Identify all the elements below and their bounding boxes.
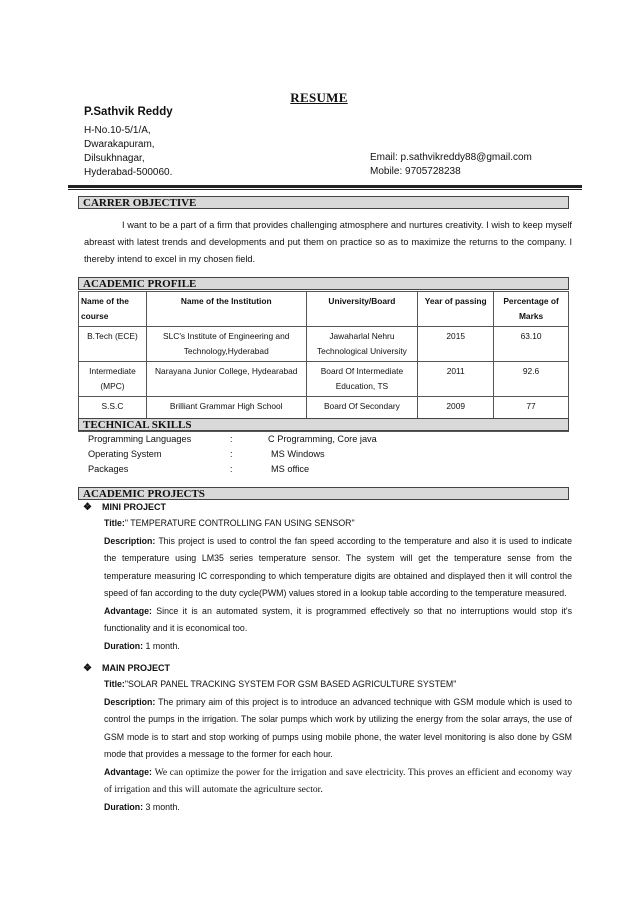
skill-value: MS office	[271, 464, 310, 474]
table-cell: Brilliant Grammar High School	[146, 397, 306, 432]
skill-value: C Programming, Core java	[268, 434, 377, 444]
header-divider	[68, 185, 582, 188]
main-project-title	[104, 676, 572, 694]
mini-project-title	[104, 515, 572, 533]
duration-label: Duration:	[104, 801, 144, 812]
title-label: Title:	[104, 518, 125, 528]
duration-label: Duration:	[104, 640, 144, 651]
skill-separator: :	[230, 434, 233, 444]
table-row	[79, 327, 569, 362]
skill-label: Programming Languages	[88, 434, 192, 444]
table-cell: B.Tech (ECE)	[79, 327, 147, 362]
duration-text: 3 month.	[145, 801, 180, 812]
description-label: Description:	[104, 535, 156, 546]
diamond-bullet-icon: ❖	[83, 502, 92, 513]
title-text: " TEMPERATURE CONTROLLING FAN USING SENSOR"	[124, 518, 355, 528]
skill-label: Packages	[88, 464, 129, 474]
table-header-row	[79, 292, 569, 327]
section-heading-academic: ACADEMIC PROFILE	[78, 277, 569, 290]
advantage-text: Since it is an automated system, it is programmed effectively so that no interruptions would stop it's functionality and it is economical too.	[104, 605, 573, 633]
column-header: University/Board	[306, 292, 418, 327]
diamond-bullet-icon: ❖	[83, 663, 92, 674]
table-cell: Jawaharlal Nehru Technological University	[306, 327, 418, 362]
address-line: H-No.10-5/1/A,	[84, 125, 151, 136]
objective-text: I want to be a part of a firm that provides challenging atmosphere and nurtures creativity. I wish to keep myself abreast with latest trends and developments and put them on practice so as to maximize the returns to the company. I thereby intend to excel in my chosen field.	[84, 220, 572, 264]
main-project-body	[104, 676, 572, 816]
academic-table	[78, 291, 569, 432]
table-cell: SLC's Institute of Engineering and Technology,Hyderabad	[146, 327, 306, 362]
mini-project-description	[104, 533, 572, 603]
resume-title: RESUME	[290, 90, 348, 105]
main-project-label: MAIN PROJECT	[101, 663, 170, 673]
address-line: Dwarakapuram,	[84, 139, 155, 150]
header-divider-thin	[68, 189, 582, 190]
address-line: Dilsukhnagar,	[84, 153, 145, 164]
table-cell: Narayana Junior College, Hydearabad	[146, 362, 306, 397]
description-text: This project is used to control the fan speed according to the temperature and also it is used to indicate the temperature using LM35 series temperature sensor. The system will get the temperature sense from the temperature measuring IC corresponding to which temperature digits are obtained and displayed then it will control the speed of fan according to the duty cycle(PWM) values stored in a lookup table according to the temperature measured.	[104, 535, 572, 598]
skill-label: Operating System	[88, 449, 162, 459]
table-cell: 2015	[418, 327, 494, 362]
main-project-description	[104, 694, 572, 764]
mobile-text: Mobile: 9705728238	[370, 166, 461, 177]
mini-project-label: MINI PROJECT	[101, 502, 166, 512]
mini-project-body	[104, 515, 572, 655]
table-cell: 77	[494, 397, 569, 432]
table-cell: 63.10	[494, 327, 569, 362]
column-header: Year of passing	[418, 292, 494, 327]
advantage-label: Advantage:	[104, 605, 152, 616]
advantage-text: We can optimize the power for the irrigation and save electricity. This proves an efficient and economy way of irrigation and this will automate the agriculture sector.	[104, 766, 572, 795]
table-cell: Board Of Secondary	[306, 397, 418, 432]
table-cell: 92.6	[494, 362, 569, 397]
email-text: Email: p.sathvikreddy88@gmail.com	[370, 152, 532, 163]
main-project-duration	[104, 799, 572, 817]
duration-text: 1 month.	[145, 640, 180, 651]
skill-separator: :	[230, 449, 233, 459]
table-cell: Intermediate (MPC)	[79, 362, 147, 397]
candidate-name: P.Sathvik Reddy	[84, 106, 173, 118]
skill-value: MS Windows	[271, 449, 325, 459]
table-row	[79, 362, 569, 397]
column-header: Percentage of Marks	[494, 292, 569, 327]
mini-project-heading	[83, 502, 166, 513]
column-header: Name of the Institution	[146, 292, 306, 327]
title-text: "SOLAR PANEL TRACKING SYSTEM FOR GSM BASED AGRICULTURE SYSTEM"	[124, 679, 457, 689]
description-text: The primary aim of this project is to introduce an advanced technique with GSM module which is used to control the pumps in the irrigation. The solar pumps which work by utilizing the energy from the solar arrays, the use of GSM mode is to start and stop working of pumps using mobile phone, the water level monitoring is also done by GSM mode that provides a message to the former for each hour.	[104, 696, 572, 759]
address-line: Hyderabad-500060.	[84, 167, 173, 178]
section-heading-skills: TECHNICAL SKILLS	[78, 418, 569, 431]
skill-separator: :	[230, 464, 233, 474]
table-cell: Board Of Intermediate Education, TS	[306, 362, 418, 397]
advantage-label: Advantage:	[104, 766, 152, 777]
description-label: Description:	[104, 696, 156, 707]
column-header: Name of the course	[79, 292, 147, 327]
title-label: Title:	[104, 679, 125, 689]
main-project-advantage	[104, 764, 572, 799]
section-heading-projects: ACADEMIC PROJECTS	[78, 487, 569, 500]
mini-project-duration	[104, 638, 572, 656]
section-heading-objective: CARRER OBJECTIVE	[78, 196, 569, 209]
table-cell: 2009	[418, 397, 494, 432]
table-cell: S.S.C	[79, 397, 147, 432]
table-cell: 2011	[418, 362, 494, 397]
main-project-heading	[83, 663, 170, 674]
mini-project-advantage	[104, 603, 572, 638]
